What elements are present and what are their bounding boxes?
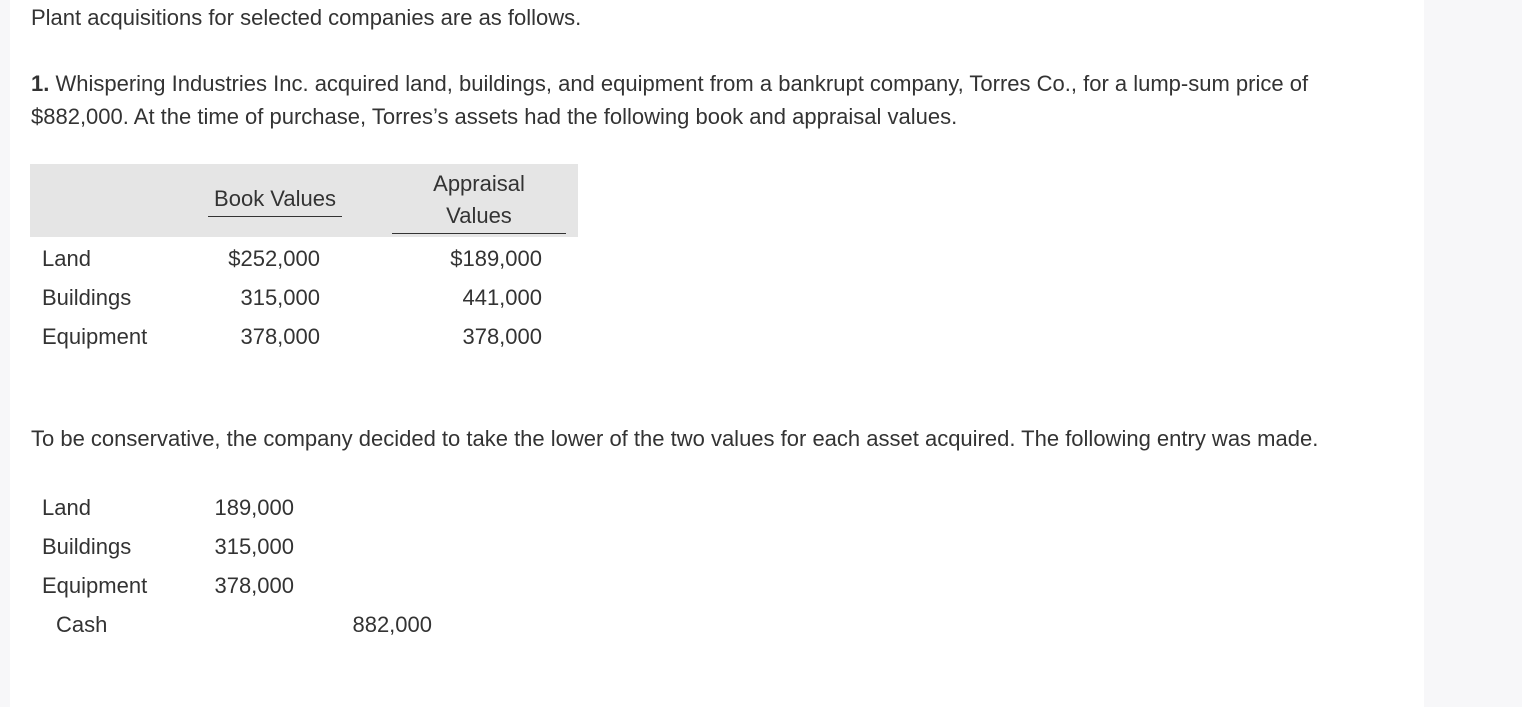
- values-table-header: [30, 164, 578, 237]
- conservative-text: To be conservative, the company decided to take the lower of the two values for each asset acquired. The following entry was made.: [31, 426, 1319, 451]
- table-row: [30, 317, 578, 356]
- journal-account: Buildings: [42, 534, 132, 559]
- appraisal-header-line1: Appraisal: [433, 171, 525, 196]
- appraisal-value: 441,000: [462, 285, 542, 310]
- appraisal-value: 378,000: [462, 324, 542, 349]
- journal-account: Equipment: [42, 573, 148, 598]
- problem-text: Whispering Industries Inc. acquired land, buildings, and equipment from a bankrupt company, Torres Co., for a lump-sum price of $882,000. At the time of purchase, Torres’s assets had the following book and appraisal values.: [31, 71, 1309, 129]
- journal-row: [42, 605, 542, 644]
- problem-statement: [31, 67, 1401, 133]
- intro-text: Plant acquisitions for selected companies are as follows.: [31, 5, 582, 30]
- row-label: Buildings: [42, 285, 132, 310]
- problem-number: 1.: [31, 71, 50, 96]
- journal-row: [42, 488, 542, 527]
- journal-account: Land: [42, 495, 91, 520]
- appraisal-values-header: [392, 168, 566, 234]
- journal-debit: 315,000: [214, 534, 294, 559]
- row-label: Land: [42, 246, 91, 271]
- appraisal-header-line2: Values: [446, 203, 512, 228]
- table-row: [30, 239, 578, 278]
- journal-account: Cash: [56, 612, 108, 637]
- question-panel: [10, 0, 1424, 707]
- row-label: Equipment: [42, 324, 148, 349]
- journal-row: [42, 527, 542, 566]
- appraisal-value: $189,000: [450, 246, 542, 271]
- journal-debit: 189,000: [214, 495, 294, 520]
- journal-credit: 882,000: [352, 612, 432, 637]
- journal-debit: 378,000: [214, 573, 294, 598]
- book-value: 315,000: [240, 285, 320, 310]
- values-table: [30, 164, 578, 364]
- book-value: 378,000: [240, 324, 320, 349]
- book-value: $252,000: [228, 246, 320, 271]
- journal-row: [42, 566, 542, 605]
- table-row: [30, 278, 578, 317]
- book-values-header: Book Values: [208, 184, 342, 217]
